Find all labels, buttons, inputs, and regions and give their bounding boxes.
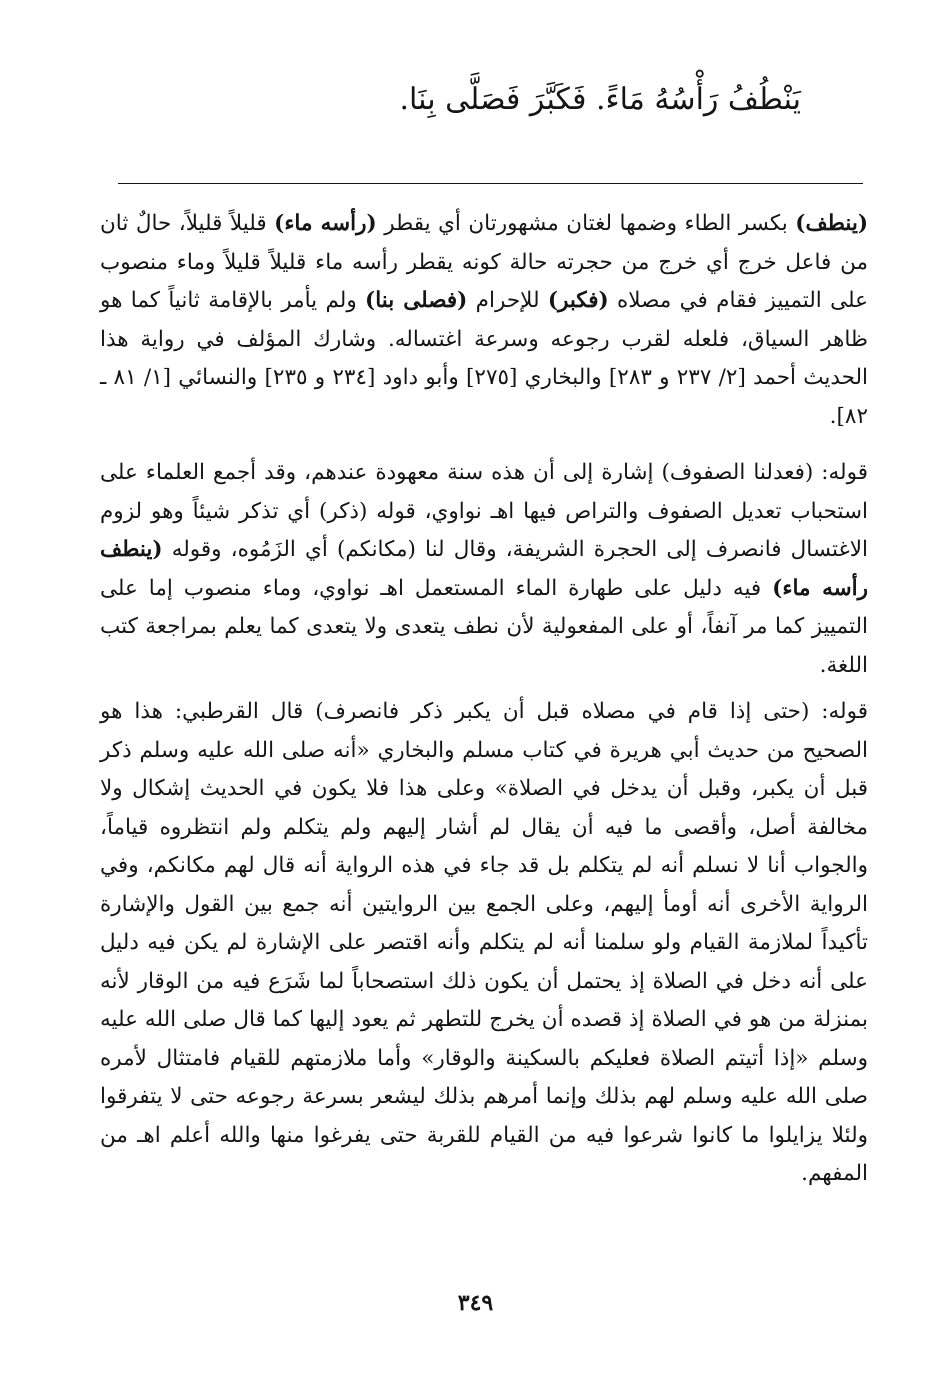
text: للإحرام xyxy=(467,288,548,313)
text: فيه دليل على طهارة الماء المستعمل اهـ نواوي، وماء منصوب إما على التمييز كما مر آنفاً، أو على المفعولية لأن نطف يتعدى ولا يتعدى كما يعلم بمراجعة كتب اللغة. xyxy=(100,575,868,678)
footnote-paragraph-2 xyxy=(100,454,868,685)
footnote-separator xyxy=(118,183,863,184)
hadith-text: يَنْطُفُ رَأْسُهُ مَاءً. فَكَبَّرَ فَصَلَّى بِنَا. xyxy=(399,82,801,117)
keyword: (ينطف) xyxy=(795,211,868,236)
paragraph-gap xyxy=(100,685,868,693)
text: ولم يأمر بالإقامة ثانياً كما هو ظاهر السياق، فلعله لقرب رجوعه وسرعة اغتساله. وشارك المؤلف في رواية هذا الحديث أحمد [٢/ ٢٣٧ و ٢٨٣] والبخاري [٢٧٥] وأبو داود [٢٣٤ و ٢٣٥] والنسائي [١/ ٨١ ـ ٨٢]. xyxy=(100,288,869,429)
page-number: ٣٤٩ xyxy=(457,1290,494,1316)
keyword: (ينطف رأسه ماء) xyxy=(100,537,868,601)
text: بكسر الطاء وضمها لغتان مشهورتان أي يقطر xyxy=(376,211,796,236)
keyword: (رأسه ماء) xyxy=(274,211,377,236)
footnote-paragraph-3: قوله: (حتى إذا قام في مصلاه قبل أن يكبر ذكر فانصرف) قال القرطبي: هذا هو الصحيح من حديث أبي هريرة في كتاب مسلم والبخاري «أنه صلى الله عليه وسلم ذكر قبل أن يكبر، وقبل أن يدخل في الصلاة» وعلى هذا فلا يكون في الحديث إشكال ولا مخالفة أصل، وأقصى ما فيه أن يقال لم أشار إليهم ولم يتكلم ولم انتظروه قياماً، والجواب أنا لا نسلم أنه لم يتكلم بل قد جاء في هذه الرواية أنه قال لهم مكانكم، وفي الرواية الأخرى أنه أومأ إليهم، وعلى الجمع بين الروايتين أنه جمع بين القول والإشارة تأكيداً لملازمة القيام ولو سلمنا أنه لم يتكلم وأنه اقتصر على الإشارة لم يكن فيه دليل على أنه دخل في الصلاة إذ يحتمل أن يكون ذلك استصحاباً لما شَرَع فيه من الوقار لأنه بمنزلة من هو في الصلاة إذ قصده أن يخرج للتطهر ثم يعود إليها كما قال صلى الله عليه وسلم «إذا أتيتم الصلاة فعليكم بالسكينة والوقار» وأما ملازمتهم للقيام فامتثال لأمره صلى الله عليه وسلم لهم بذلك وإنما أمرهم بذلك ليشعر بسرعة رجوعه حتى لا يتفرقوا ولئلا يزايلوا ما كانوا شرعوا فيه من القيام للقربة حتى يفرغوا منها والله أعلم اهـ من المفهم. xyxy=(100,699,868,1186)
commentary-notes xyxy=(100,205,868,1194)
footnote-paragraph-1 xyxy=(100,205,868,436)
text: قليلاً قليلاً، حالٌ ثان من فاعل خرج أي خرج من حجرته حالة كونه يقطر رأسه ماء قليلاً قليلاً وماء منصوب على التمييز فقام في مصلاه xyxy=(100,211,868,313)
keyword: (فكبر) xyxy=(547,288,609,313)
text: قوله: (فعدلنا الصفوف) إشارة إلى أن هذه سنة معهودة عندهم، وقد أجمع العلماء على استحباب تعديل الصفوف والتراص فيها اهـ نواوي، قوله (ذكر) أي تذكر شيئاً وهو لزوم الاغتسال فانصرف إلى الحجرة الشريفة، وقال لنا (مكانكم) أي الزَمُوه، وقوله xyxy=(100,460,868,562)
paragraph-gap xyxy=(100,436,868,454)
keyword: (فصلى بنا) xyxy=(365,288,468,313)
